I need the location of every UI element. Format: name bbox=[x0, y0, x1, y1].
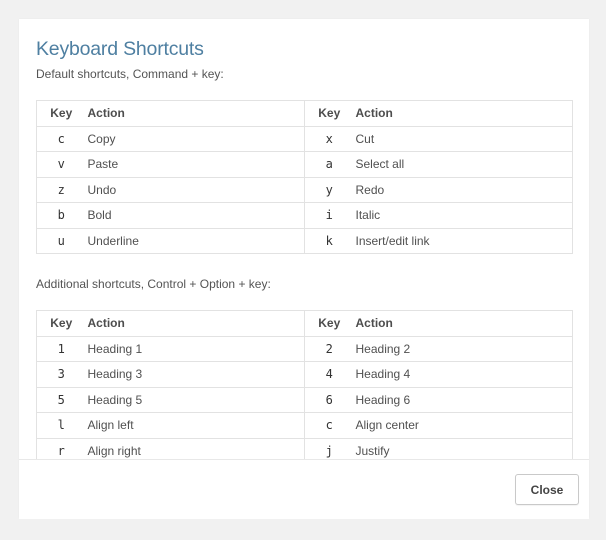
column-header-action: Action bbox=[86, 311, 305, 337]
shortcut-key: v bbox=[37, 152, 86, 178]
shortcut-action: Redo bbox=[354, 177, 573, 203]
section-label-additional: Additional shortcuts, Control + Option + key: bbox=[36, 277, 271, 291]
shortcut-key: k bbox=[305, 228, 354, 254]
shortcut-action: Bold bbox=[86, 203, 305, 229]
shortcut-key: i bbox=[305, 203, 354, 229]
shortcut-key: 6 bbox=[305, 387, 354, 413]
shortcut-key: 4 bbox=[305, 362, 354, 388]
table-row bbox=[37, 387, 573, 413]
shortcut-action: Heading 5 bbox=[86, 387, 305, 413]
shortcut-key: c bbox=[37, 126, 86, 152]
close-button[interactable]: Close bbox=[515, 474, 579, 505]
shortcut-key: z bbox=[37, 177, 86, 203]
shortcut-action: Heading 6 bbox=[354, 387, 573, 413]
shortcut-key: 1 bbox=[37, 336, 86, 362]
column-header-action: Action bbox=[354, 311, 573, 337]
column-header-key: Key bbox=[37, 101, 86, 127]
shortcut-action: Heading 1 bbox=[86, 336, 305, 362]
shortcut-action: Insert/edit link bbox=[354, 228, 573, 254]
shortcut-action: Cut bbox=[354, 126, 573, 152]
shortcut-action: Justify bbox=[354, 438, 573, 459]
table-header-row bbox=[37, 311, 573, 337]
table-row bbox=[37, 203, 573, 229]
shortcut-key: a bbox=[305, 152, 354, 178]
shortcut-action: Paste bbox=[86, 152, 305, 178]
column-header-key: Key bbox=[305, 311, 354, 337]
shortcut-key: r bbox=[37, 438, 86, 459]
shortcut-action: Italic bbox=[354, 203, 573, 229]
shortcut-action: Undo bbox=[86, 177, 305, 203]
dialog-title: Keyboard Shortcuts bbox=[36, 38, 204, 60]
keyboard-shortcuts-dialog bbox=[19, 19, 589, 518]
shortcut-action: Heading 2 bbox=[354, 336, 573, 362]
shortcut-key: j bbox=[305, 438, 354, 459]
column-header-key: Key bbox=[305, 101, 354, 127]
table-row bbox=[37, 177, 573, 203]
shortcut-action: Heading 3 bbox=[86, 362, 305, 388]
shortcut-action: Heading 4 bbox=[354, 362, 573, 388]
shortcut-key: b bbox=[37, 203, 86, 229]
table-row bbox=[37, 438, 573, 459]
table-row bbox=[37, 413, 573, 439]
shortcut-key: u bbox=[37, 228, 86, 254]
shortcut-key: y bbox=[305, 177, 354, 203]
table-row bbox=[37, 228, 573, 254]
column-header-action: Action bbox=[86, 101, 305, 127]
shortcut-key: 5 bbox=[37, 387, 86, 413]
shortcut-key: c bbox=[305, 413, 354, 439]
shortcuts-table-additional bbox=[36, 310, 573, 459]
shortcut-key: 2 bbox=[305, 336, 354, 362]
column-header-key: Key bbox=[37, 311, 86, 337]
shortcut-action: Underline bbox=[86, 228, 305, 254]
dialog-footer bbox=[19, 459, 589, 519]
shortcut-action: Select all bbox=[354, 152, 573, 178]
table-row bbox=[37, 362, 573, 388]
table-row bbox=[37, 126, 573, 152]
dialog-content bbox=[19, 19, 589, 459]
shortcut-action: Align left bbox=[86, 413, 305, 439]
table-header-row bbox=[37, 101, 573, 127]
shortcut-key: x bbox=[305, 126, 354, 152]
shortcut-action: Copy bbox=[86, 126, 305, 152]
column-header-action: Action bbox=[354, 101, 573, 127]
shortcut-key: 3 bbox=[37, 362, 86, 388]
table-row bbox=[37, 336, 573, 362]
shortcuts-table-default bbox=[36, 100, 573, 254]
shortcut-key: l bbox=[37, 413, 86, 439]
shortcut-action: Align center bbox=[354, 413, 573, 439]
section-label-default: Default shortcuts, Command + key: bbox=[36, 67, 224, 81]
shortcut-action: Align right bbox=[86, 438, 305, 459]
table-row bbox=[37, 152, 573, 178]
